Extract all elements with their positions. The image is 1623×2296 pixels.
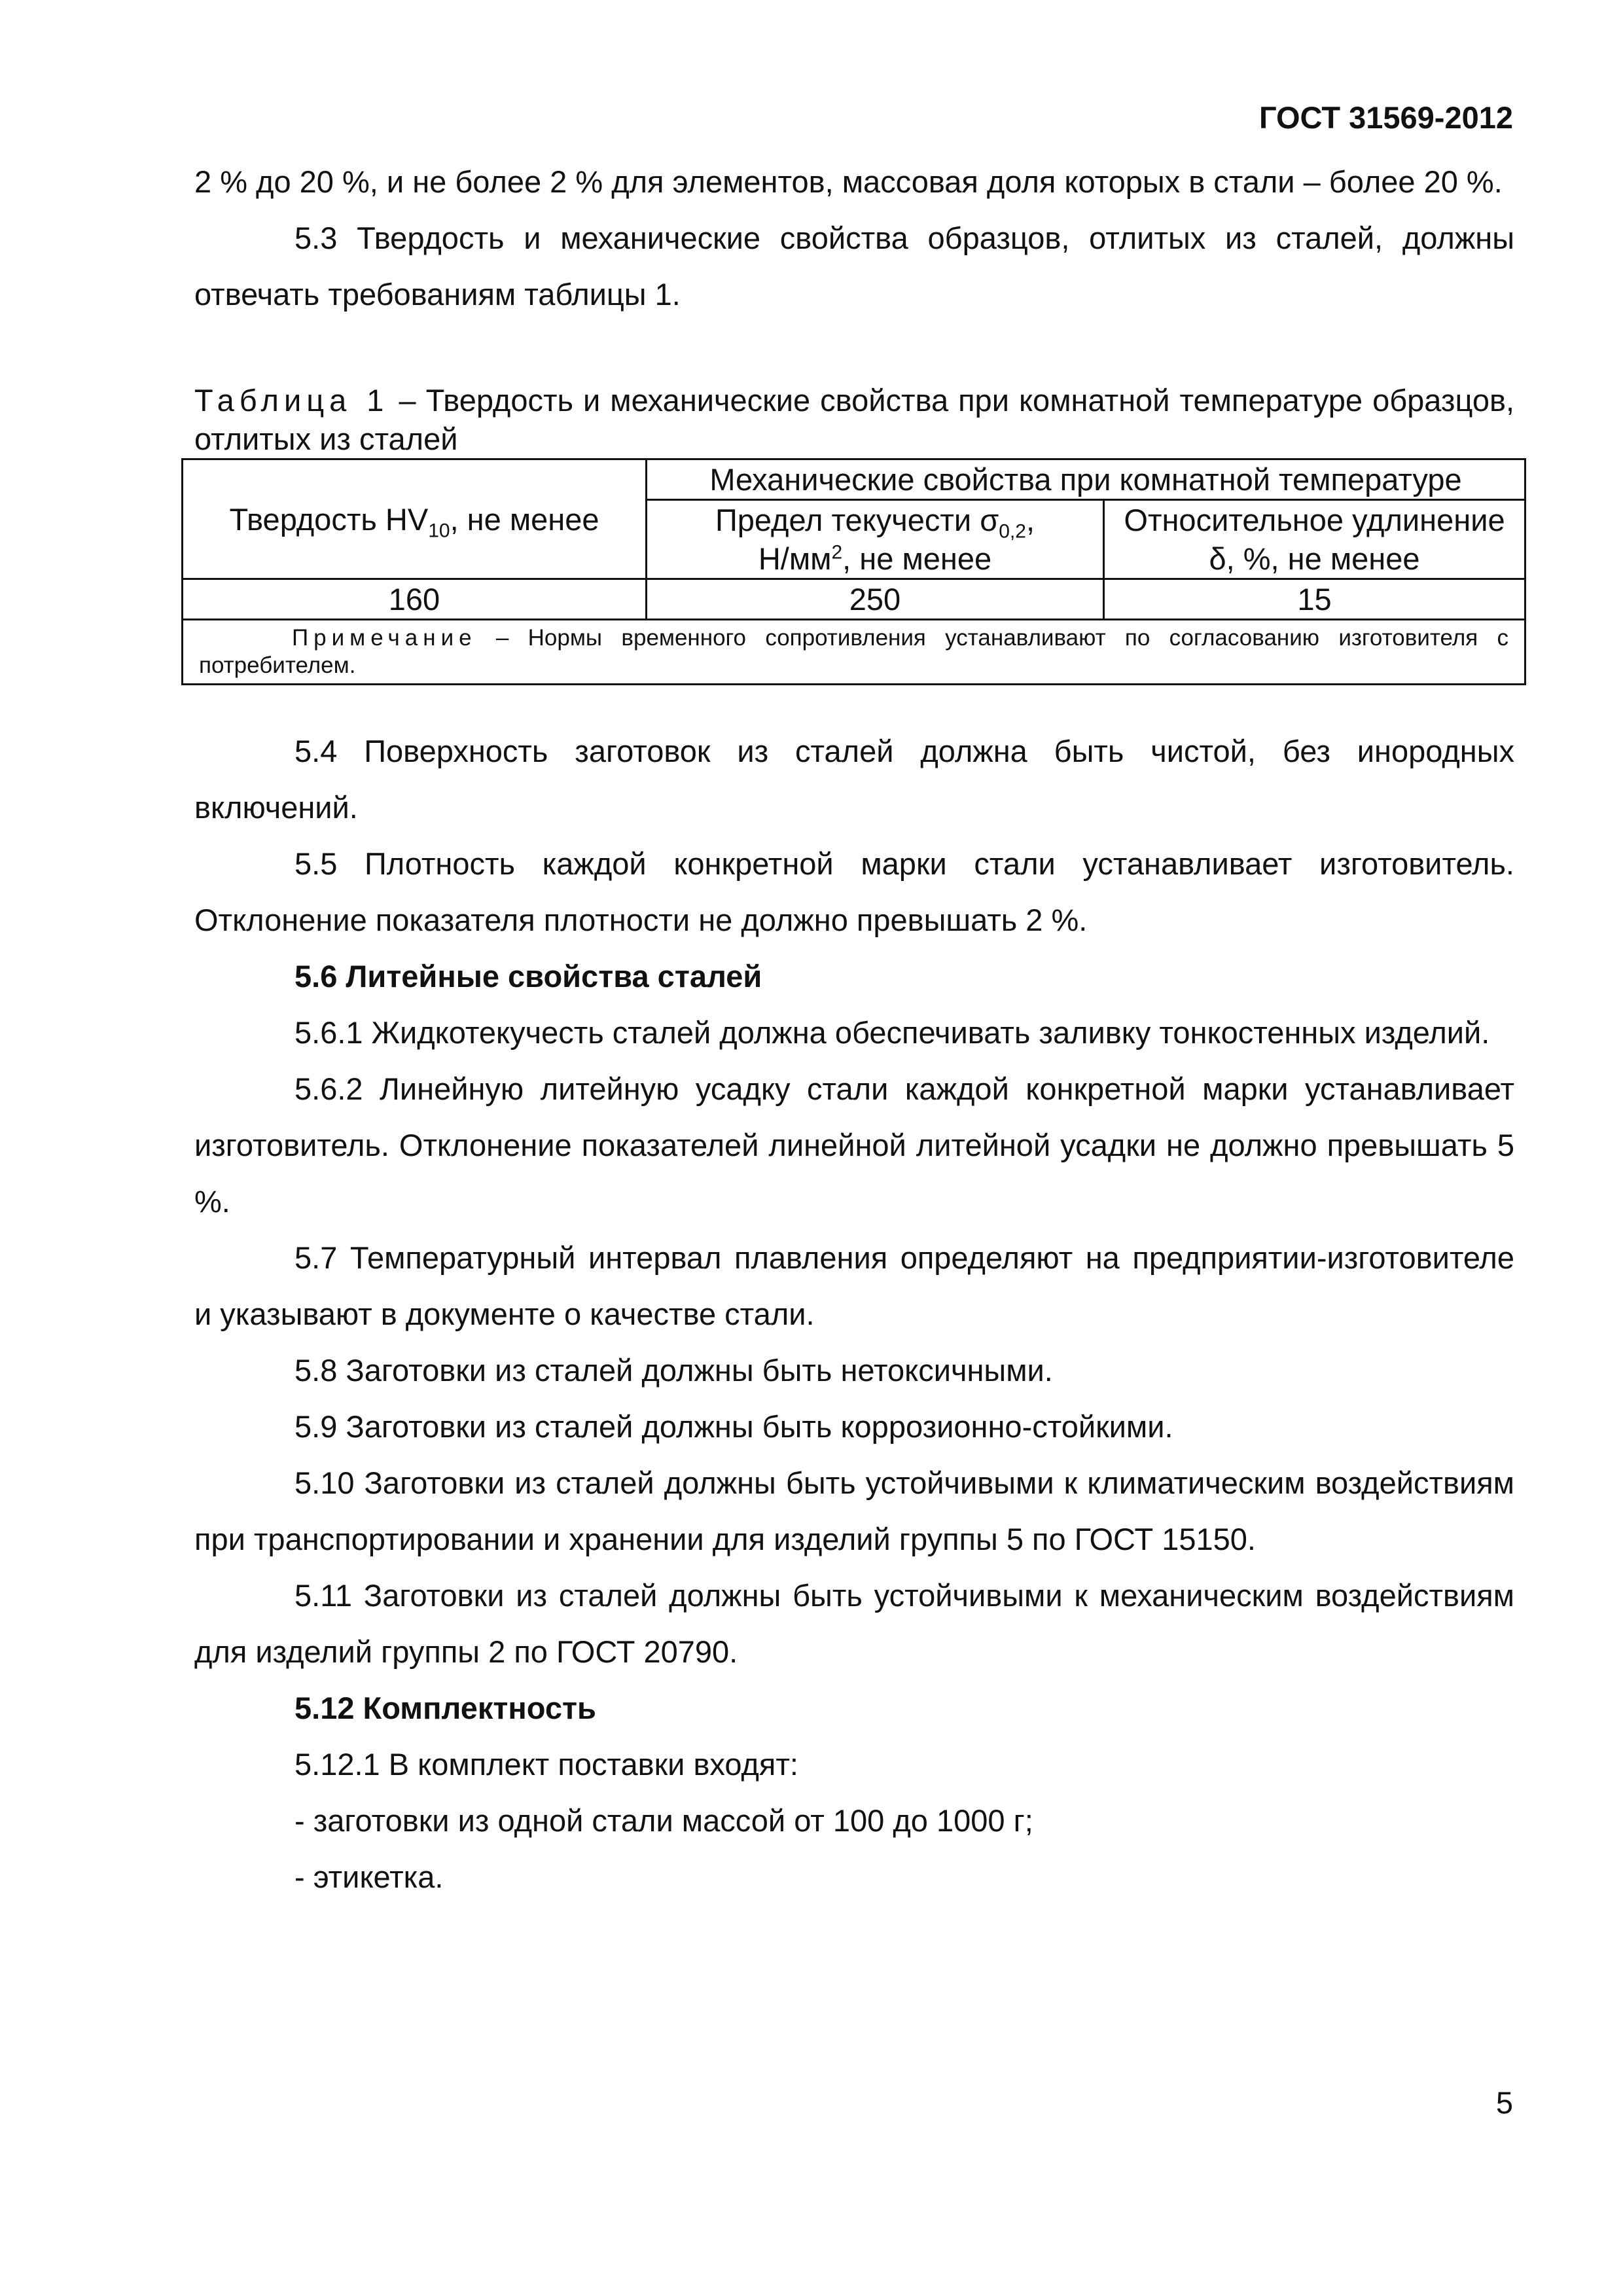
header-yield-strength: Предел текучести $\sigma_{0,2}$, $Н/мм^2$, не менее bbox=[647, 500, 1104, 579]
paragraph-5-8: 5.8 Заготовки из сталей должны быть нетоксичными. bbox=[294, 1353, 1053, 1388]
paragraph-5-3: 5.3 Твердость и механические свойства образцов, отлитых из сталей, должны отвечать требованиям таблицы 1. bbox=[194, 221, 1514, 312]
table-caption bbox=[194, 381, 1514, 458]
paragraph-5-4: 5.4 Поверхность заготовок из сталей должна быть чистой, без инородных включений. bbox=[194, 734, 1514, 825]
header-hardness: Твердость $HV_{10}$, не менее bbox=[183, 459, 647, 579]
page-content bbox=[194, 154, 1514, 1905]
paragraph-5-6-1: 5.6.1 Жидкотекучесть сталей должна обеспечивать заливку тонкостенных изделий. bbox=[294, 1015, 1490, 1050]
paragraph-5-9: 5.9 Заготовки из сталей должны быть коррозионно-стойкими. bbox=[294, 1409, 1173, 1444]
table-cell-hardness: 160 bbox=[183, 579, 647, 620]
section-heading-5-6: 5.6 Литейные свойства сталей bbox=[294, 959, 762, 994]
header-elongation: Относительное удлинение δ, %, не менее bbox=[1104, 500, 1525, 579]
properties-table bbox=[181, 458, 1526, 685]
list-item-label: - этикетка. bbox=[294, 1859, 444, 1894]
paragraph-5-11: 5.11 Заготовки из сталей должны быть устойчивыми к механическим воздействиям для изделий группы 2 по ГОСТ 20790. bbox=[194, 1578, 1514, 1669]
document-header: ГОСТ 31569-2012 bbox=[1258, 100, 1513, 135]
paragraph-5-10: 5.10 Заготовки из сталей должны быть устойчивыми к климатическим воздействиям при транспортировании и хранении для изделий группы 5 по ГОСТ 15150. bbox=[194, 1465, 1514, 1556]
header-mechanical-properties: Механические свойства при комнатной температуре bbox=[647, 459, 1525, 500]
page-number: 5 bbox=[1495, 2085, 1513, 2120]
list-item-blanks: - заготовки из одной стали массой от 100 до 1000 г; bbox=[294, 1803, 1033, 1838]
table-note-label: Примечание bbox=[292, 625, 477, 651]
table-cell-elongation: 15 bbox=[1104, 579, 1525, 620]
paragraph-5-6-2: 5.6.2 Линейную литейную усадку стали каждой конкретной марки устанавливает изготовитель. Отклонение показателей линейной литейной усадки не должно превышать 5 %. bbox=[194, 1071, 1514, 1219]
paragraph-5-12-1: 5.12.1 В комплект поставки входят: bbox=[294, 1747, 798, 1782]
table-caption-label: Таблица 1 bbox=[194, 383, 389, 418]
section-heading-5-12: 5.12 Комплектность bbox=[294, 1691, 596, 1725]
table-note bbox=[183, 620, 1525, 685]
paragraph-5-5: 5.5 Плотность каждой конкретной марки стали устанавливает изготовитель. Отклонение показателя плотности не должно превышать 2 %. bbox=[194, 846, 1514, 937]
paragraph-continuation: 2 % до 20 %, и не более 2 % для элементов, массовая доля которых в стали – более 20 %. bbox=[194, 164, 1503, 199]
body-paragraphs bbox=[194, 723, 1514, 1905]
table-cell-yield: 250 bbox=[647, 579, 1104, 620]
table-note-text: – Нормы временного сопротивления устанавливают по согласованию изготовителя с потребителем. bbox=[199, 625, 1508, 678]
paragraph-5-7: 5.7 Температурный интервал плавления определяют на предприятии-изготовителе и указывают в документе о качестве стали. bbox=[194, 1240, 1514, 1331]
table-caption-text: – Твердость и механические свойства при комнатной температуре образцов, отлитых из сталей bbox=[194, 383, 1514, 456]
